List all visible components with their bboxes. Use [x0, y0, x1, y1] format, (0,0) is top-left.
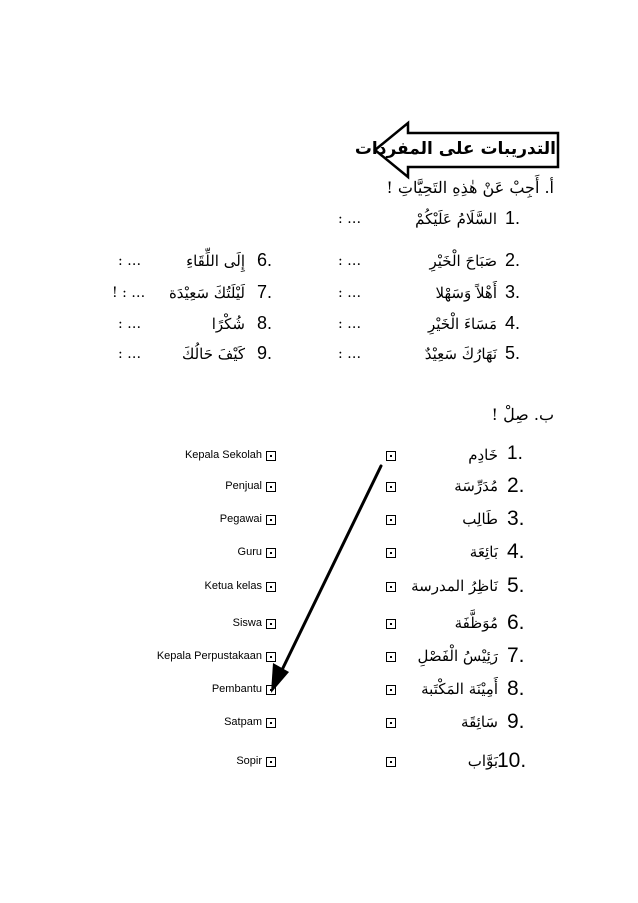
- arabic-term: أَمِيْنَة المَكْتَبة: [421, 680, 498, 698]
- latin-checkbox[interactable]: [266, 718, 276, 728]
- arabic-term: مُوَظَّفَة: [454, 614, 498, 632]
- arabic-checkbox[interactable]: [386, 548, 396, 558]
- item-number: 9.: [507, 710, 525, 733]
- latin-option: Ketua kelas: [204, 580, 262, 592]
- latin-checkbox[interactable]: [266, 652, 276, 662]
- answer-blank[interactable]: : …: [118, 253, 142, 269]
- arabic-checkbox[interactable]: [386, 718, 396, 728]
- arabic-checkbox[interactable]: [386, 515, 396, 525]
- item-greeting: شُكْرًا: [211, 315, 245, 333]
- answer-blank[interactable]: : …: [338, 211, 362, 227]
- item-number: 10.: [497, 749, 527, 772]
- arabic-term: بَوَّاب: [467, 752, 498, 770]
- arabic-term: مُدَرِّسَة: [454, 477, 498, 495]
- item-number: 2.: [505, 250, 521, 270]
- item-number: 6.: [507, 611, 525, 634]
- item-greeting: أَهْلاً وَسَهْلا: [435, 284, 497, 302]
- item-number: 4.: [507, 540, 525, 563]
- answer-blank[interactable]: : …: [338, 253, 362, 269]
- answer-blank[interactable]: : …: [338, 346, 362, 362]
- latin-option: Penjual: [225, 480, 262, 492]
- item-number: 9.: [257, 343, 273, 363]
- answer-blank[interactable]: ! : …: [112, 285, 146, 301]
- latin-checkbox[interactable]: [266, 757, 276, 767]
- arabic-term: سَائِقَة: [461, 713, 498, 731]
- arabic-checkbox[interactable]: [386, 652, 396, 662]
- latin-checkbox[interactable]: [266, 451, 276, 461]
- latin-option: Pembantu: [211, 683, 262, 695]
- item-number: 8.: [507, 677, 525, 700]
- latin-checkbox[interactable]: [266, 548, 276, 558]
- arabic-term: بَائِعَة: [469, 543, 498, 561]
- arabic-checkbox[interactable]: [386, 482, 396, 492]
- latin-option: Pegawai: [219, 513, 262, 525]
- item-number: 7.: [507, 644, 525, 667]
- arabic-term: طَالِب: [462, 510, 498, 528]
- answer-blank[interactable]: : …: [338, 285, 362, 301]
- item-greeting: السَّلَامُ عَلَيْكُمْ: [415, 210, 497, 228]
- answer-blank[interactable]: : …: [338, 316, 362, 332]
- answer-blank[interactable]: : …: [118, 316, 142, 332]
- latin-option: Kepala Sekolah: [184, 449, 262, 461]
- arabic-checkbox[interactable]: [386, 619, 396, 629]
- latin-option: Siswa: [232, 617, 262, 629]
- arabic-term: نَاظِرُ المدرسة: [411, 577, 498, 595]
- item-greeting: صَبَاحَ الْخَيْرِ: [429, 252, 497, 270]
- item-number: 5.: [507, 574, 525, 597]
- item-number: 4.: [505, 313, 521, 333]
- item-greeting: نَهَارُكَ سَعِيْدٌ: [424, 345, 497, 363]
- item-number: 6.: [257, 250, 273, 270]
- section-a-instruction: أ. أَجِبْ عَنْ هٰذِهِ التَحِيَّاتِ !: [386, 178, 554, 197]
- latin-checkbox[interactable]: [266, 582, 276, 592]
- arabic-checkbox[interactable]: [386, 451, 396, 461]
- item-number: 2.: [507, 474, 525, 497]
- item-number: 7.: [257, 282, 273, 302]
- section-b-instruction: ب. صِلْ !: [491, 405, 554, 424]
- latin-option: Guru: [237, 546, 262, 558]
- item-greeting: لَيْلَتُكَ سَعِيْدَة: [168, 284, 245, 302]
- arabic-checkbox[interactable]: [386, 582, 396, 592]
- latin-option: Kepala Perpustakaan: [156, 650, 262, 662]
- latin-option: Satpam: [224, 716, 262, 728]
- item-greeting: مَسَاءَ الْخَيْرِ: [427, 315, 497, 333]
- arabic-term: خَادِم: [468, 446, 498, 464]
- arabic-checkbox[interactable]: [386, 757, 396, 767]
- arabic-term: رَئِيْسُ الْفَصْلِ: [417, 647, 498, 665]
- item-number: 3.: [507, 507, 525, 530]
- page-title: التدريبات على المفردات: [354, 139, 556, 159]
- latin-option: Sopir: [236, 755, 262, 767]
- latin-checkbox[interactable]: [266, 619, 276, 629]
- item-number: 1.: [507, 443, 523, 464]
- arabic-checkbox[interactable]: [386, 685, 396, 695]
- item-greeting: إِلَى اللِّقَاءِ: [186, 252, 245, 270]
- latin-checkbox[interactable]: [266, 515, 276, 525]
- latin-checkbox[interactable]: [266, 685, 276, 695]
- item-number: 3.: [505, 282, 521, 302]
- answer-blank[interactable]: : …: [118, 346, 142, 362]
- latin-checkbox[interactable]: [266, 482, 276, 492]
- item-greeting: كَيْفَ حَالُكَ: [181, 345, 245, 363]
- item-number: 5.: [505, 343, 521, 363]
- item-number: 8.: [257, 313, 273, 333]
- item-number: 1.: [505, 208, 521, 228]
